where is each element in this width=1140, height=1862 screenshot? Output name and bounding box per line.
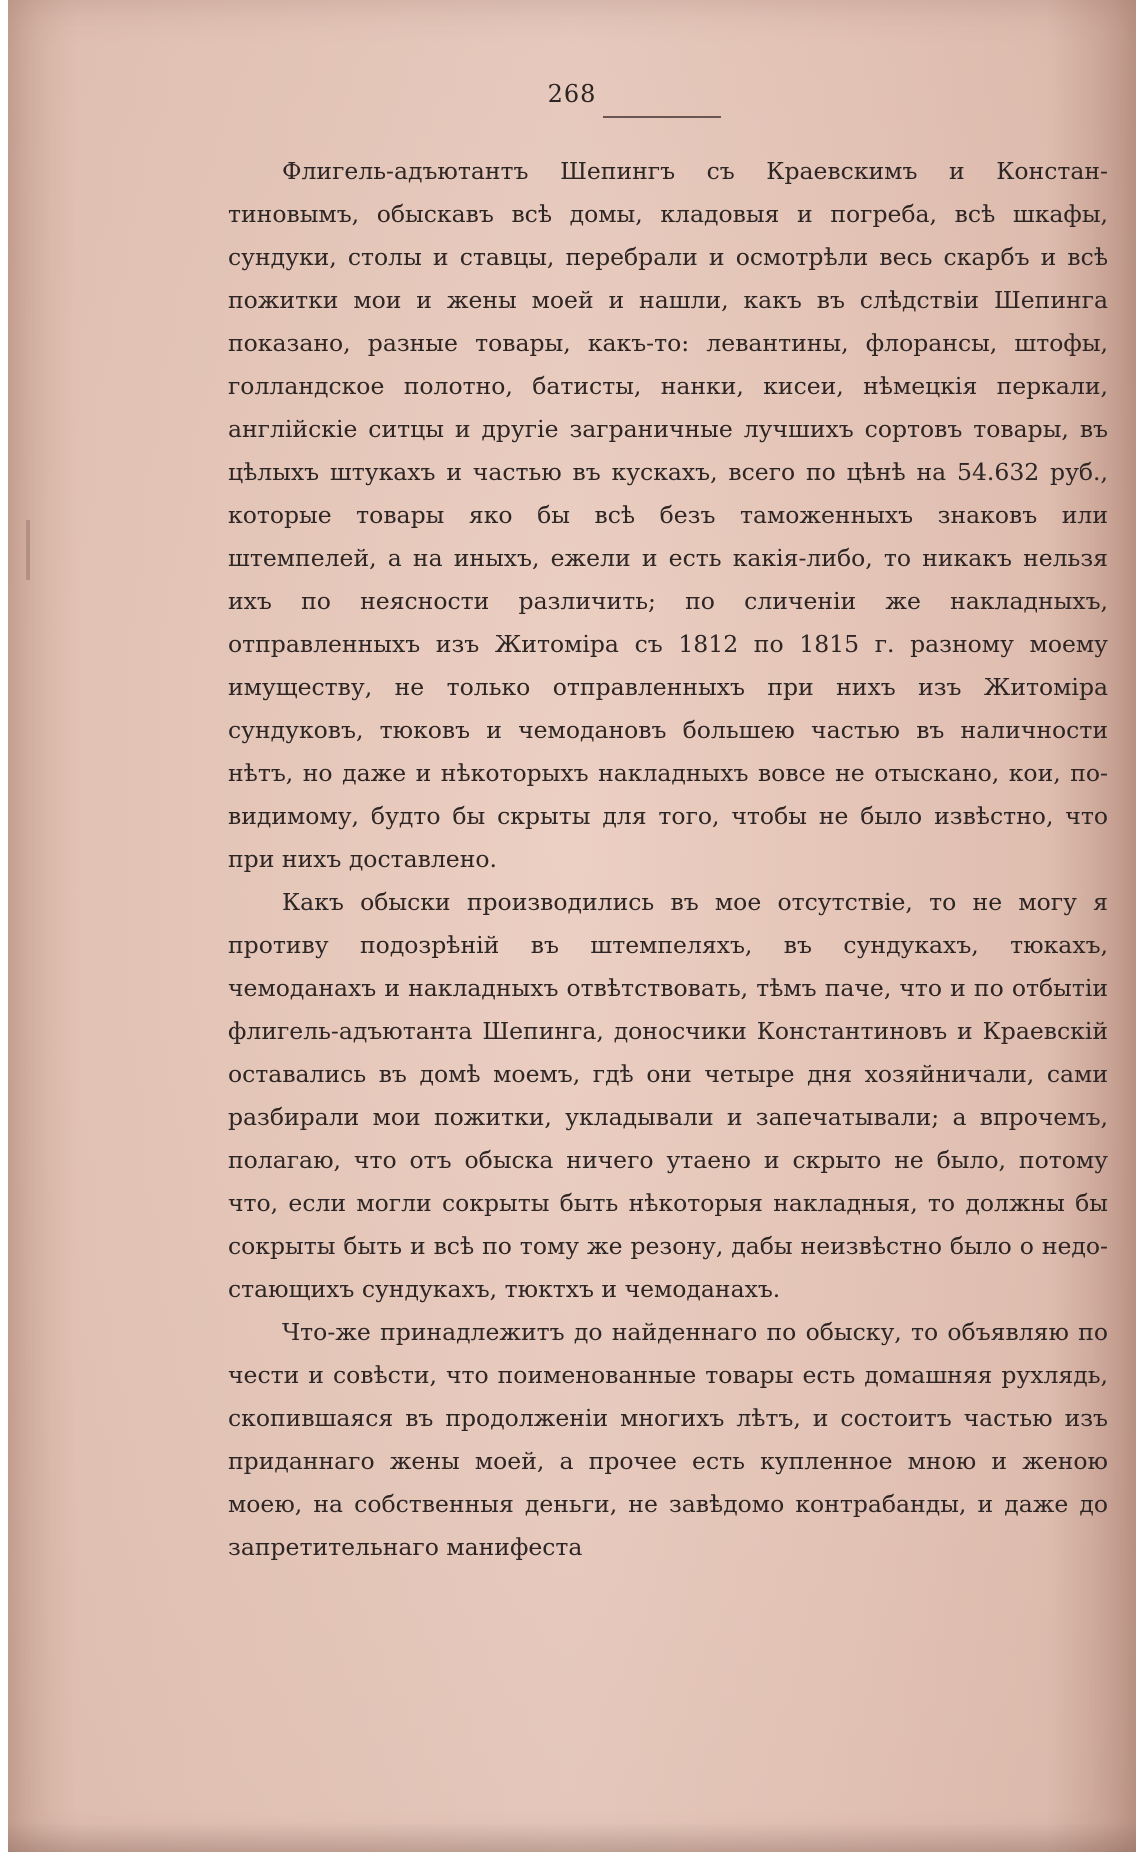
paragraph-2: Какъ обыски производились въ мое отсутствіе, то не могу я противу подозрѣній въ штемпеляхъ, въ сундукахъ, тюкахъ, чемоданахъ и накладныхъ отвѣтствовать, тѣмъ паче, что и по отбытіи флигель-адъютанта Шепинга, доносчики Константиновъ и Краевскій оставались въ домѣ моемъ, гдѣ они четыре дня хозяйничали, сами разбирали мои пожитки, укладывали и запечатывали; а впрочемъ, полагаю, что отъ обыска ничего утаено и скрыто не было, потому что, если могли сокрыты быть нѣкоторыя накладныя, то должны бы сокрыты быть и всѣ по тому же резону, дабы неизвѣстно было о недостающихъ сундукахъ, тюктхъ и чемоданахъ.: [228, 888, 1108, 1303]
page-number: 268: [547, 80, 597, 108]
paragraph-3: Что-же принадлежитъ до найденнаго по обыску, то объявляю по чести и совѣсти, что поименованные товары есть домашняя рухлядь, скопившаяся въ продолженіи многихъ лѣтъ, и состоитъ частью изъ приданнаго жены моей, а прочее есть купленное мною и женою моею, на собственныя деньги, не завѣдомо контрабанды, и даже до запретительнаго манифеста: [228, 1318, 1108, 1561]
body-text: [228, 150, 1108, 1569]
page-stain: [26, 520, 30, 580]
paragraph-1: Флигель-адъютантъ Шепингъ съ Краевскимъ и Константиновымъ, обыскавъ всѣ домы, кладовыя и погреба, всѣ шкафы, сундуки, столы и ставцы, перебрали и осмотрѣли весь скарбъ и всѣ пожитки мои и жены моей и нашли, какъ въ слѣдствіи Шепинга показано, разные товары, какъ-то: левантины, флорансы, штофы, голландское полотно, батисты, нанки, кисеи, нѣмецкія перкали, англійскіе ситцы и другіе заграничные лучшихъ сортовъ товары, въ цѣлыхъ штукахъ и частью въ кускахъ, всего по цѣнѣ на 54.632 руб., которые товары яко бы всѣ безъ таможенныхъ знаковъ или штемпелей, а на иныхъ, ежели и есть какія-либо, то никакъ нельзя ихъ по неясности различить; по сличеніи же накладныхъ, отправленныхъ изъ Житоміра съ 1812 по 1815 г. разному моему имуществу, не только отправленныхъ при нихъ изъ Житоміра сундуковъ, тюковъ и чемодановъ большею частью въ наличности нѣтъ, но даже и нѣкоторыхъ накладныхъ вовсе не отыскано, кои, повидимому, будто бы скрыты для того, чтобы не было извѣстно, что при нихъ доставлено.: [228, 157, 1108, 873]
page-bottom-shadow: [8, 1822, 1136, 1852]
book-page: [8, 0, 1136, 1852]
page-number-rule: [603, 116, 721, 118]
